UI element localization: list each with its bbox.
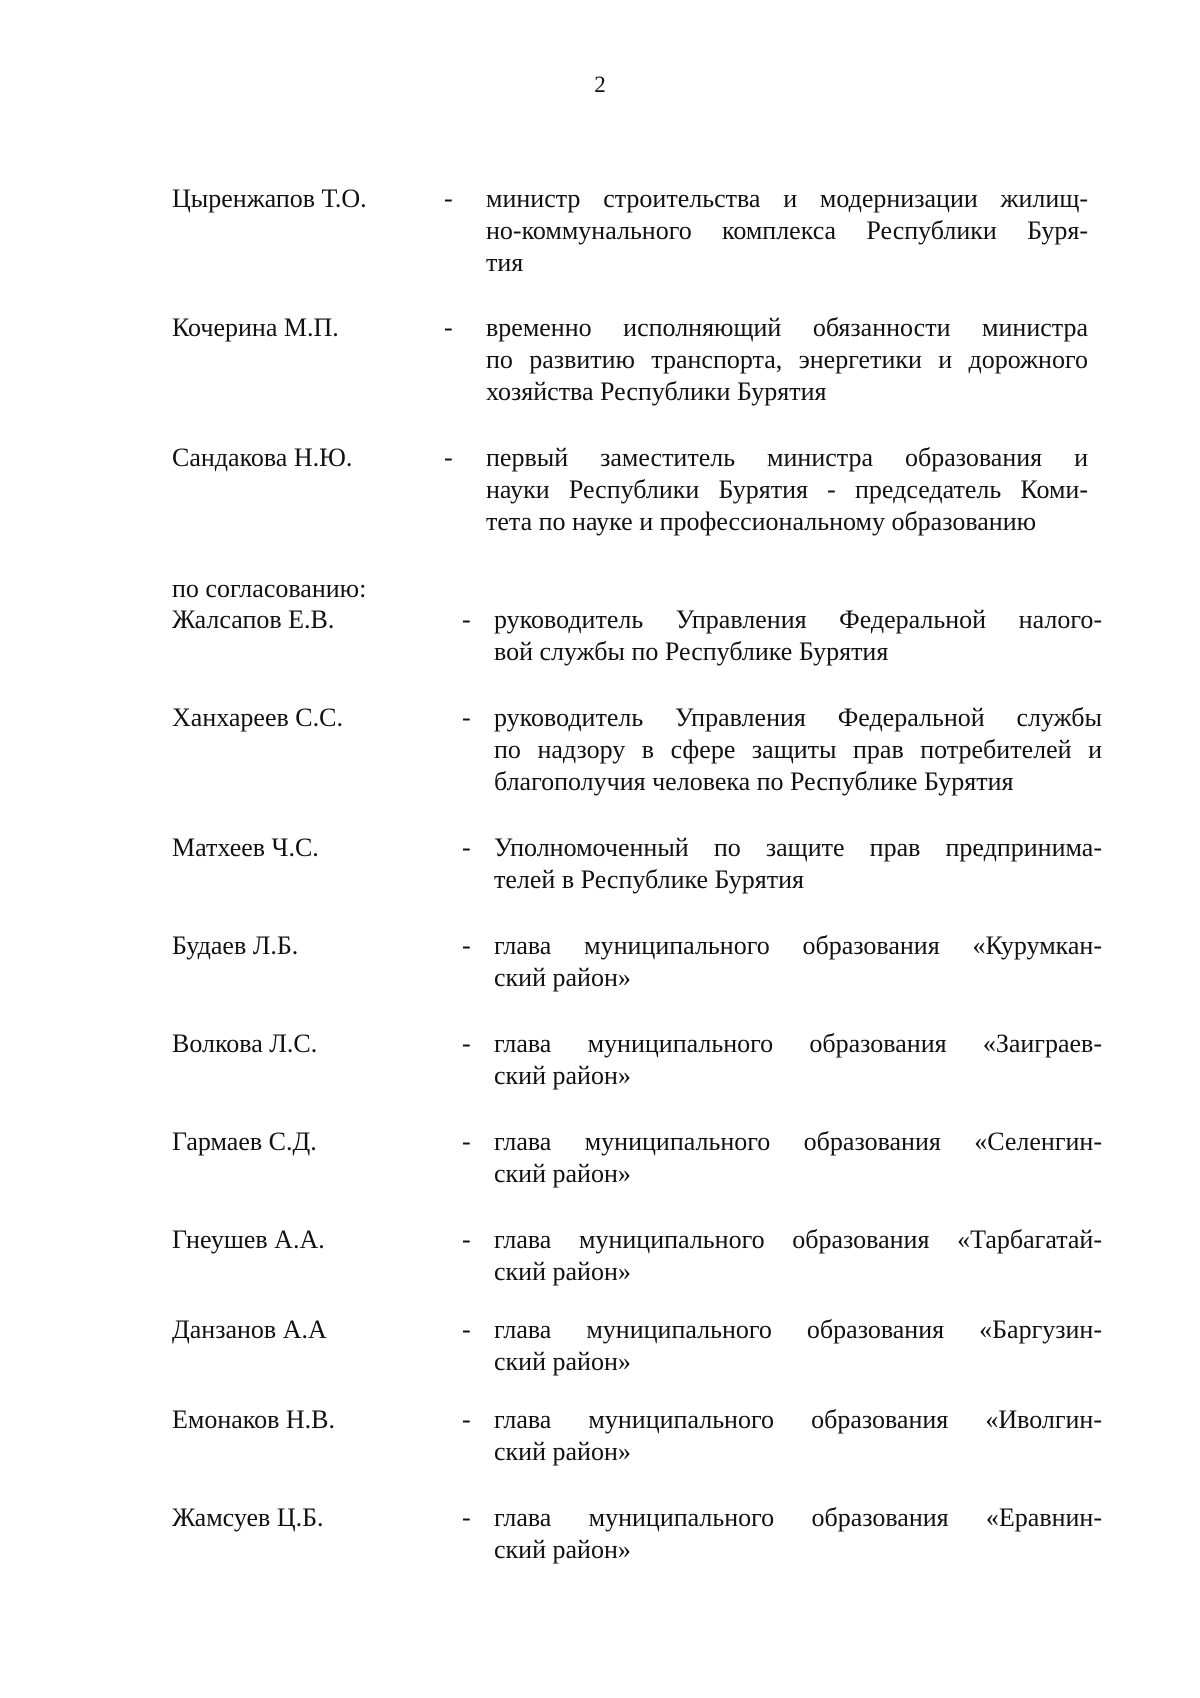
member-role: министр строительства и модернизации жилищ- но-коммунального комплекса Республики Буря- тия [486,184,1088,277]
member-name: Сандакова Н.Ю. [172,443,353,472]
dash-separator: - [462,1315,471,1344]
member-name: Волкова Л.С. [172,1029,318,1058]
member-name: Будаев Л.Б. [172,931,299,960]
member-role: первый заместитель министра образования и науки Республики Бурятия - председатель Коми- тета по науке и профессиональному образованию [486,443,1088,536]
member-role: глава муниципального образования «Еравнин- ский район» [494,1503,1102,1564]
dash-separator: - [462,1405,471,1434]
member-name: Жалсапов Е.В. [172,605,335,634]
dash-separator: - [462,931,471,960]
member-name: Гнеушев А.А. [172,1225,325,1254]
group-label: по согласованию: [172,574,367,603]
member-role: глава муниципального образования «Курумкан- ский район» [494,931,1102,992]
member-name: Матхеев Ч.С. [172,833,319,862]
member-name: Ханхареев С.С. [172,703,343,732]
dash-separator: - [462,605,471,634]
dash-separator: - [462,1503,471,1532]
member-name: Данзанов А.А [172,1315,327,1344]
dash-separator: - [462,703,471,732]
member-role: глава муниципального образования «Баргузин- ский район» [494,1315,1102,1376]
member-role: глава муниципального образования «Селенгин- ский район» [494,1127,1102,1188]
member-role: руководитель Управления Федеральной налого- вой службы по Республике Бурятия [494,605,1102,666]
member-role: временно исполняющий обязанности министра по развитию транспорта, энергетики и дорожного хозяйства Республики Бурятия [486,313,1088,406]
member-role: Уполномоченный по защите прав предпринима- телей в Республике Бурятия [494,833,1102,894]
member-role: глава муниципального образования «Иволгин- ский район» [494,1405,1102,1466]
member-name: Кочерина М.П. [172,313,339,342]
member-role: глава муниципального образования «Заиграев- ский район» [494,1029,1102,1090]
member-name: Жамсуев Ц.Б. [172,1503,324,1532]
member-role: глава муниципального образования «Тарбагатай- ский район» [494,1225,1102,1286]
dash-separator: - [444,313,453,342]
dash-separator: - [462,1225,471,1254]
page-number: 2 [594,72,606,97]
dash-separator: - [444,443,453,472]
member-role: руководитель Управления Федеральной службы по надзору в сфере защиты прав потребителей и благополучия человека по Республике Бурятия [494,703,1102,796]
dash-separator: - [462,1127,471,1156]
dash-separator: - [462,1029,471,1058]
member-name: Гармаев С.Д. [172,1127,317,1156]
dash-separator: - [444,184,453,213]
member-name: Цыренжапов Т.О. [172,184,367,213]
member-name: Емонаков Н.В. [172,1405,335,1434]
dash-separator: - [462,833,471,862]
